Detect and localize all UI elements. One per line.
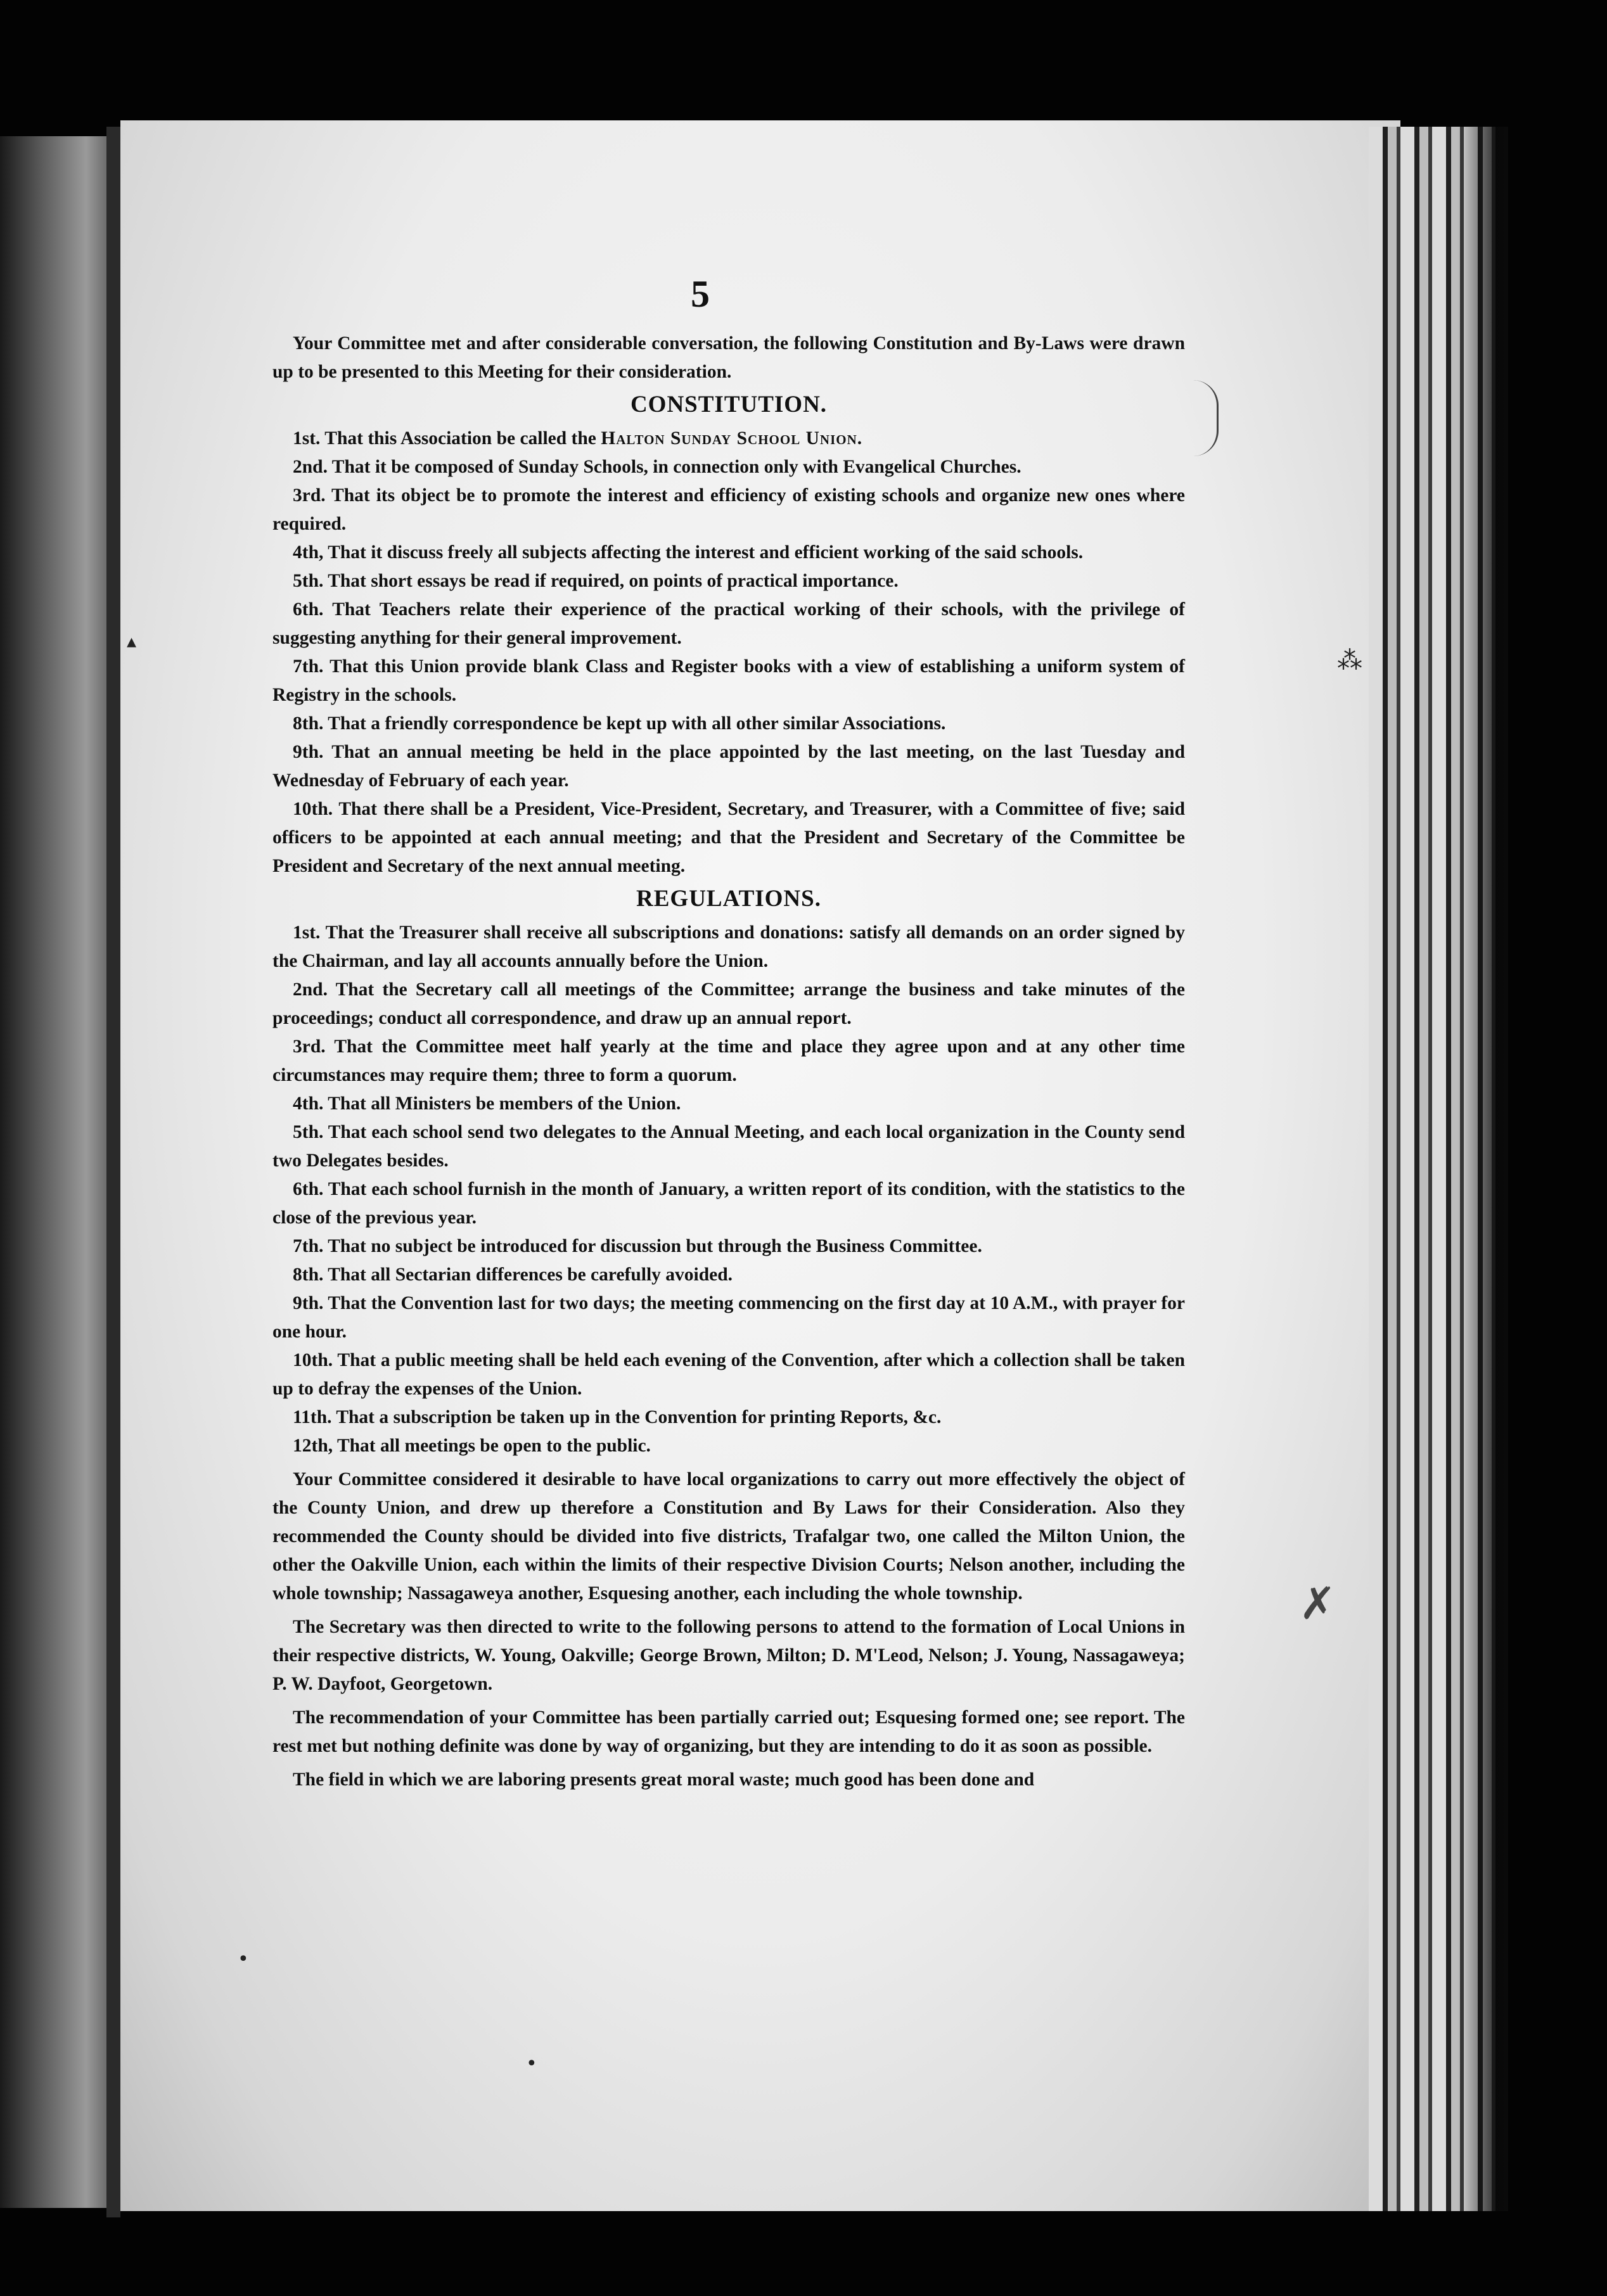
article-number: 1st. [293, 428, 325, 449]
constitution-article [272, 795, 1185, 881]
facing-page-edge [0, 136, 108, 2208]
article-text: That this Union provide blank Class and Register books with a view of establishing a uniform system of Registry in the schools. [272, 656, 1185, 705]
margin-dot: • [238, 1948, 249, 1970]
regulation-article [272, 1090, 1185, 1118]
article-number: 6th. [293, 599, 333, 620]
constitution-article [272, 539, 1185, 567]
margin-mark: ⁂ [1337, 646, 1362, 675]
article-text: That all meetings be open to the public. [336, 1436, 651, 1456]
article-text: That it discuss freely all subjects affecting the interest and efficient working of the said schools. [328, 542, 1084, 563]
constitution-article [272, 710, 1185, 738]
article-number: 4th, [293, 542, 328, 563]
regulation-article [272, 919, 1185, 976]
pencil-bracket-mark [1179, 380, 1219, 456]
association-name: Halton Sunday School Union [601, 428, 857, 449]
article-number: 11th. [293, 1407, 336, 1427]
constitution-article [272, 738, 1185, 795]
pencil-check-mark: ✗ [1299, 1578, 1336, 1630]
article-text: That a friendly correspondence be kept up with all other similar Associations. [328, 713, 946, 734]
article-number: 3rd. [293, 1036, 335, 1057]
article-number: 4th. [293, 1094, 328, 1114]
constitution-article [272, 653, 1185, 710]
regulation-article [272, 1432, 1185, 1460]
article-number: 8th. [293, 1265, 328, 1285]
article-number: 12th, [293, 1436, 337, 1456]
article-text: That the Treasurer shall receive all subscriptions and donations: satisfy all demands on an order signed by the Chairman, and lay all accounts annually before the Union. [272, 922, 1185, 971]
article-number: 2nd. [293, 979, 336, 1000]
article-number: 5th. [293, 1122, 328, 1142]
regulation-article [272, 976, 1185, 1033]
article-text: That its object be to promote the interest and efficiency of existing schools and organize new ones where required. [272, 485, 1186, 534]
article-text: That all Ministers be members of the Union. [328, 1094, 681, 1114]
constitution-article [272, 424, 1185, 453]
article-number: 7th. [293, 1236, 328, 1256]
article-text: That all Sectarian differences be carefully avoided. [328, 1265, 733, 1285]
page-edge-shadow [1457, 127, 1508, 2211]
page-body [272, 329, 1185, 1794]
article-text: That a public meeting shall be held each evening of the Convention, after which a collection shall be taken up to defray the expenses of the Union. [272, 1350, 1185, 1399]
article-number: 10th. [293, 799, 339, 819]
article-text: . [857, 428, 862, 449]
article-number: 7th. [293, 656, 330, 677]
regulation-article [272, 1289, 1185, 1346]
article-text: That this Association be called the [324, 428, 601, 449]
page-number: 5 [691, 273, 710, 315]
regulations-heading: REGULATIONS. [636, 886, 821, 912]
article-text: That short essays be read if required, on points of practical importance. [328, 571, 899, 591]
constitution-articles [272, 424, 1185, 881]
constitution-article [272, 482, 1185, 539]
article-text: That Teachers relate their experience of the practical working of their schools, with the privilege of suggesting anything for their general improvement. [272, 599, 1185, 648]
article-text: That each school furnish in the month of January, a written report of its condition, with the statistics to the close of the previous year. [272, 1179, 1185, 1228]
closing-paragraph: The field in which we are laboring presents great moral waste; much good has been done and [293, 1770, 1035, 1790]
article-text: That the Secretary call all meetings of the Committee; arrange the business and take minutes of the proceedings; conduct all correspondence, and draw up an annual report. [272, 979, 1186, 1028]
article-number: 8th. [293, 713, 328, 734]
regulation-article [272, 1033, 1185, 1090]
intro-paragraph: Your Committee met and after considerable conversation, the following Constitution and By-Laws were drawn up to be presented to this Meeting for their consideration. [272, 333, 1185, 382]
article-text: That an annual meeting be held in the place appointed by the last meeting, on the last Tuesday and Wednesday of February of each year. [272, 742, 1185, 791]
regulation-article [272, 1232, 1185, 1261]
article-text: That the Convention last for two days; the meeting commencing on the first day at 10 A.M., with prayer for one hour. [272, 1293, 1185, 1342]
article-text: That no subject be introduced for discussion but through the Business Committee. [328, 1236, 982, 1256]
constitution-heading: CONSTITUTION. [630, 392, 828, 418]
closing-paragraph: The Secretary was then directed to write to the following persons to attend to the formation of Local Unions in their respective districts, W. Young, Oakville; George Brown, Milton; D. M'Leod, Nelson; J. Young, Nassagaweya; P. W. Dayfoot, Georgetown. [272, 1617, 1185, 1694]
regulation-article [272, 1118, 1185, 1175]
margin-dot: • [526, 2053, 537, 2075]
constitution-article [272, 567, 1185, 596]
article-text: That there shall be a President, Vice-President, Secretary, and Treasurer, with a Committee of five; said officers to be appointed at each annual meeting; and that the President and Secretary of the Committee be President and Secretary of the next annual meeting. [272, 799, 1185, 876]
article-text: That each school send two delegates to the Annual Meeting, and each local organization in the County send two Delegates besides. [272, 1122, 1186, 1171]
article-number: 9th. [293, 742, 332, 762]
article-number: 1st. [293, 922, 326, 943]
closing-paragraph: Your Committee considered it desirable to have local organizations to carry out more effectively the object of the County Union, and drew up therefore a Constitution and By Laws for their Consideration. Also they recommended the County should be divided into five districts, Trafalgar two, one called the Milton Union, the other the Oakville Union, each within the limits of their respective Division Courts; Nelson another, including the whole township; Nassagaweya another, Esquesing another, each including the whole township. [272, 1469, 1185, 1604]
margin-dot: ▴ [127, 630, 137, 653]
article-text: That a subscription be taken up in the Convention for printing Reports, &c. [336, 1407, 942, 1427]
article-number: 2nd. [293, 457, 332, 477]
article-number: 10th. [293, 1350, 338, 1370]
book-gutter [106, 127, 120, 2217]
closing-paragraph: The recommendation of your Committee has been partially carried out; Esquesing formed one; see report. The rest met but nothing definite was done by way of organizing, but they are intending to do it as soon as possible. [272, 1707, 1185, 1756]
article-text: That it be composed of Sunday Schools, in connection only with Evangelical Churches. [331, 457, 1021, 477]
constitution-article [272, 596, 1185, 653]
constitution-article [272, 453, 1185, 482]
regulation-article [272, 1403, 1185, 1432]
article-number: 9th. [293, 1293, 328, 1313]
regulation-article [272, 1261, 1185, 1289]
regulation-articles [272, 919, 1185, 1460]
regulation-article [272, 1346, 1185, 1403]
article-number: 6th. [293, 1179, 328, 1199]
closing-paragraphs [272, 1465, 1185, 1794]
regulation-article [272, 1175, 1185, 1232]
article-text: That the Committee meet half yearly at the time and place they agree upon and at any other time circumstances may require them; three to form a quorum. [272, 1036, 1186, 1085]
article-number: 5th. [293, 571, 328, 591]
article-number: 3rd. [293, 485, 332, 506]
